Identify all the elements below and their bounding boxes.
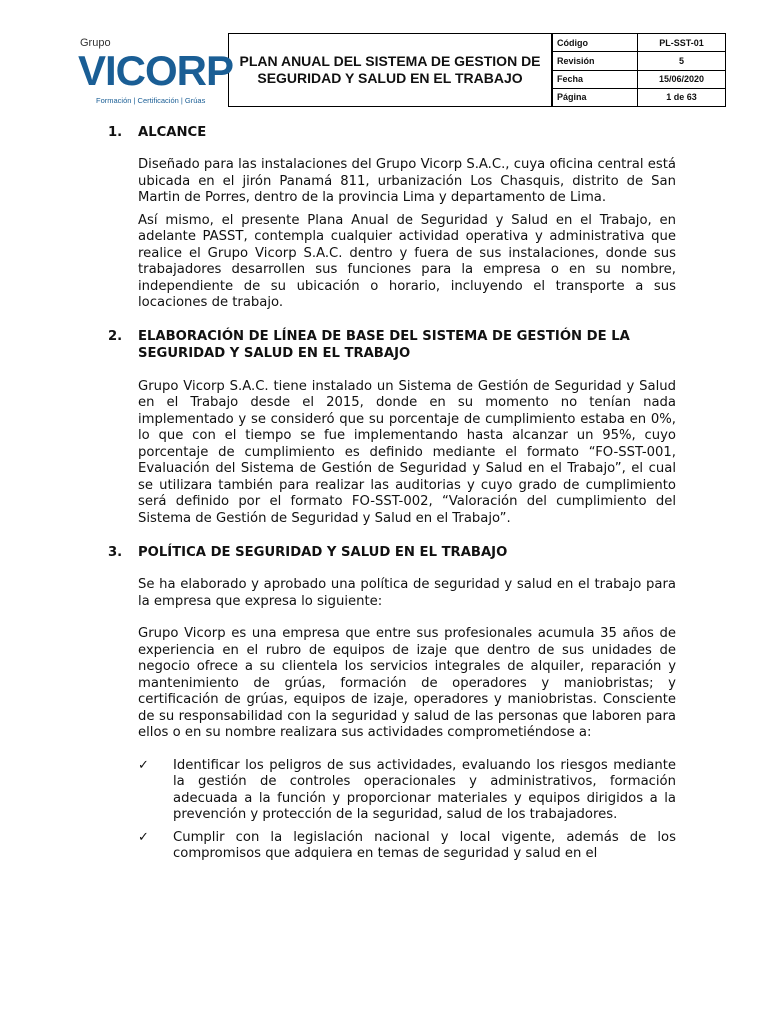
meta-label: Revisión (553, 52, 638, 70)
list-item-text: Identificar los peligros de sus actividades, evaluando los riesgos mediante la gestión de controles operacionales y administrativos, formación adecuada a la función y proporcionar materiales y equipos dirigidos a la prevención y protección de la seguridad, salud de los trabajadores. (173, 757, 676, 822)
meta-value: 15/06/2020 (638, 70, 726, 88)
section-heading (108, 544, 676, 561)
document-title: PLAN ANUAL DEL SISTEMA DE GESTION DE SEGURIDAD Y SALUD EN EL TRABAJO (228, 33, 552, 107)
meta-label: Página (553, 88, 638, 106)
body-paragraph: Diseñado para las instalaciones del Grupo Vicorp S.A.C., cuya oficina central está ubicada en el jirón Panamá 811, urbanización Los Chasquis, distrito de San Martin de Porres, dentro de la provincia Lima y departamento de Lima. (138, 157, 676, 205)
body-paragraph: Se ha elaborado y aprobado una política de seguridad y salud en el trabajo para la empresa que expresa lo siguiente: (138, 577, 676, 609)
document-header (78, 33, 726, 107)
body-paragraph: Grupo Vicorp S.A.C. tiene instalado un Sistema de Gestión de Seguridad y Salud en el Trabajo desde el 2015, donde en su momento no tenían nada implementado y se consideró que su porcentaje de cumplimiento estaba en 0%, lo que con el tiempo se fue implementando hasta alcanzar un 95%, cuyo porcentaje de cumplimiento es definido mediante el formato “FO-SST-001, Evaluación del Sistema de Gestión de Seguridad y Salud en el Trabajo”, el cual se utilizara también para realizar las auditorias y cuyo grado de cumplimiento será definido por el formato FO-SST-002, “Valoración del cumplimiento del Sistema de Gestión de Seguridad y Salud en el Trabajo”. (138, 378, 676, 526)
section-title: ELABORACIÓN DE LÍNEA DE BASE DEL SISTEMA DE GESTIÓN DE LA SEGURIDAD Y SALUD EN EL TRABAJO (138, 328, 630, 361)
section (108, 328, 676, 528)
section-title: ALCANCE (138, 125, 207, 140)
section (108, 124, 676, 312)
logo-wordmark: VICORP (78, 47, 234, 94)
meta-label: Fecha (553, 70, 638, 88)
company-logo (78, 33, 234, 107)
list-item-text: Cumplir con la legislación nacional y local vigente, además de los compromisos que adquiera en temas de seguridad y salud en el (173, 829, 676, 861)
section-number: 1. (108, 125, 123, 140)
logo-grupo-text: Grupo (80, 37, 111, 49)
checkmark-icon: ✓ (138, 829, 149, 845)
section-number: 3. (108, 545, 123, 560)
logo-tagline: Formación | Certificación | Grúas (96, 96, 206, 105)
meta-label: Código (553, 34, 638, 52)
section-number: 2. (108, 328, 123, 344)
meta-value: 1 de 63 (638, 88, 726, 106)
commitment-list (138, 758, 676, 863)
body-paragraph: Así mismo, el presente Plana Anual de Seguridad y Salud en el Trabajo, en adelante PASST, contempla cualquier actividad operativa y administrativa que realice el Grupo Vicorp S.A.C. dentro y fuera de sus instalaciones, donde sus trabajadores desarrollen sus funciones para la empresa o en su nombre, independiente de su ubicación o horario, incluyendo el transporte a sus locaciones de trabajo. (138, 212, 676, 310)
body-paragraph: Grupo Vicorp es una empresa que entre sus profesionales acumula 35 años de experiencia en el rubro de equipos de izaje que dentro de sus unidades de negocio ofrece a su clientela los servicios integrales de alquiler, reparación y mantenimiento de grúas, formación de operadores y maniobristas; y certificación de grúas, equipos de izaje, operadores y maniobristas. Consciente de su responsabilidad con la seguridad y salud de las personas que laboren para ellos o en su nombre realizara sus actividades comprometiéndose a: (138, 626, 676, 740)
document-body (108, 124, 676, 869)
checkmark-icon: ✓ (138, 757, 149, 773)
document-meta-table (552, 33, 726, 107)
section-heading (108, 328, 676, 362)
meta-value: PL-SST-01 (638, 34, 726, 52)
meta-row (553, 34, 726, 52)
meta-value: 5 (638, 52, 726, 70)
section-heading (108, 124, 676, 141)
meta-row (553, 88, 726, 106)
list-item (138, 758, 676, 824)
section (108, 544, 676, 863)
meta-row (553, 70, 726, 88)
section-title: POLÍTICA DE SEGURIDAD Y SALUD EN EL TRABAJO (138, 545, 508, 560)
list-item (138, 830, 676, 863)
meta-row (553, 52, 726, 70)
